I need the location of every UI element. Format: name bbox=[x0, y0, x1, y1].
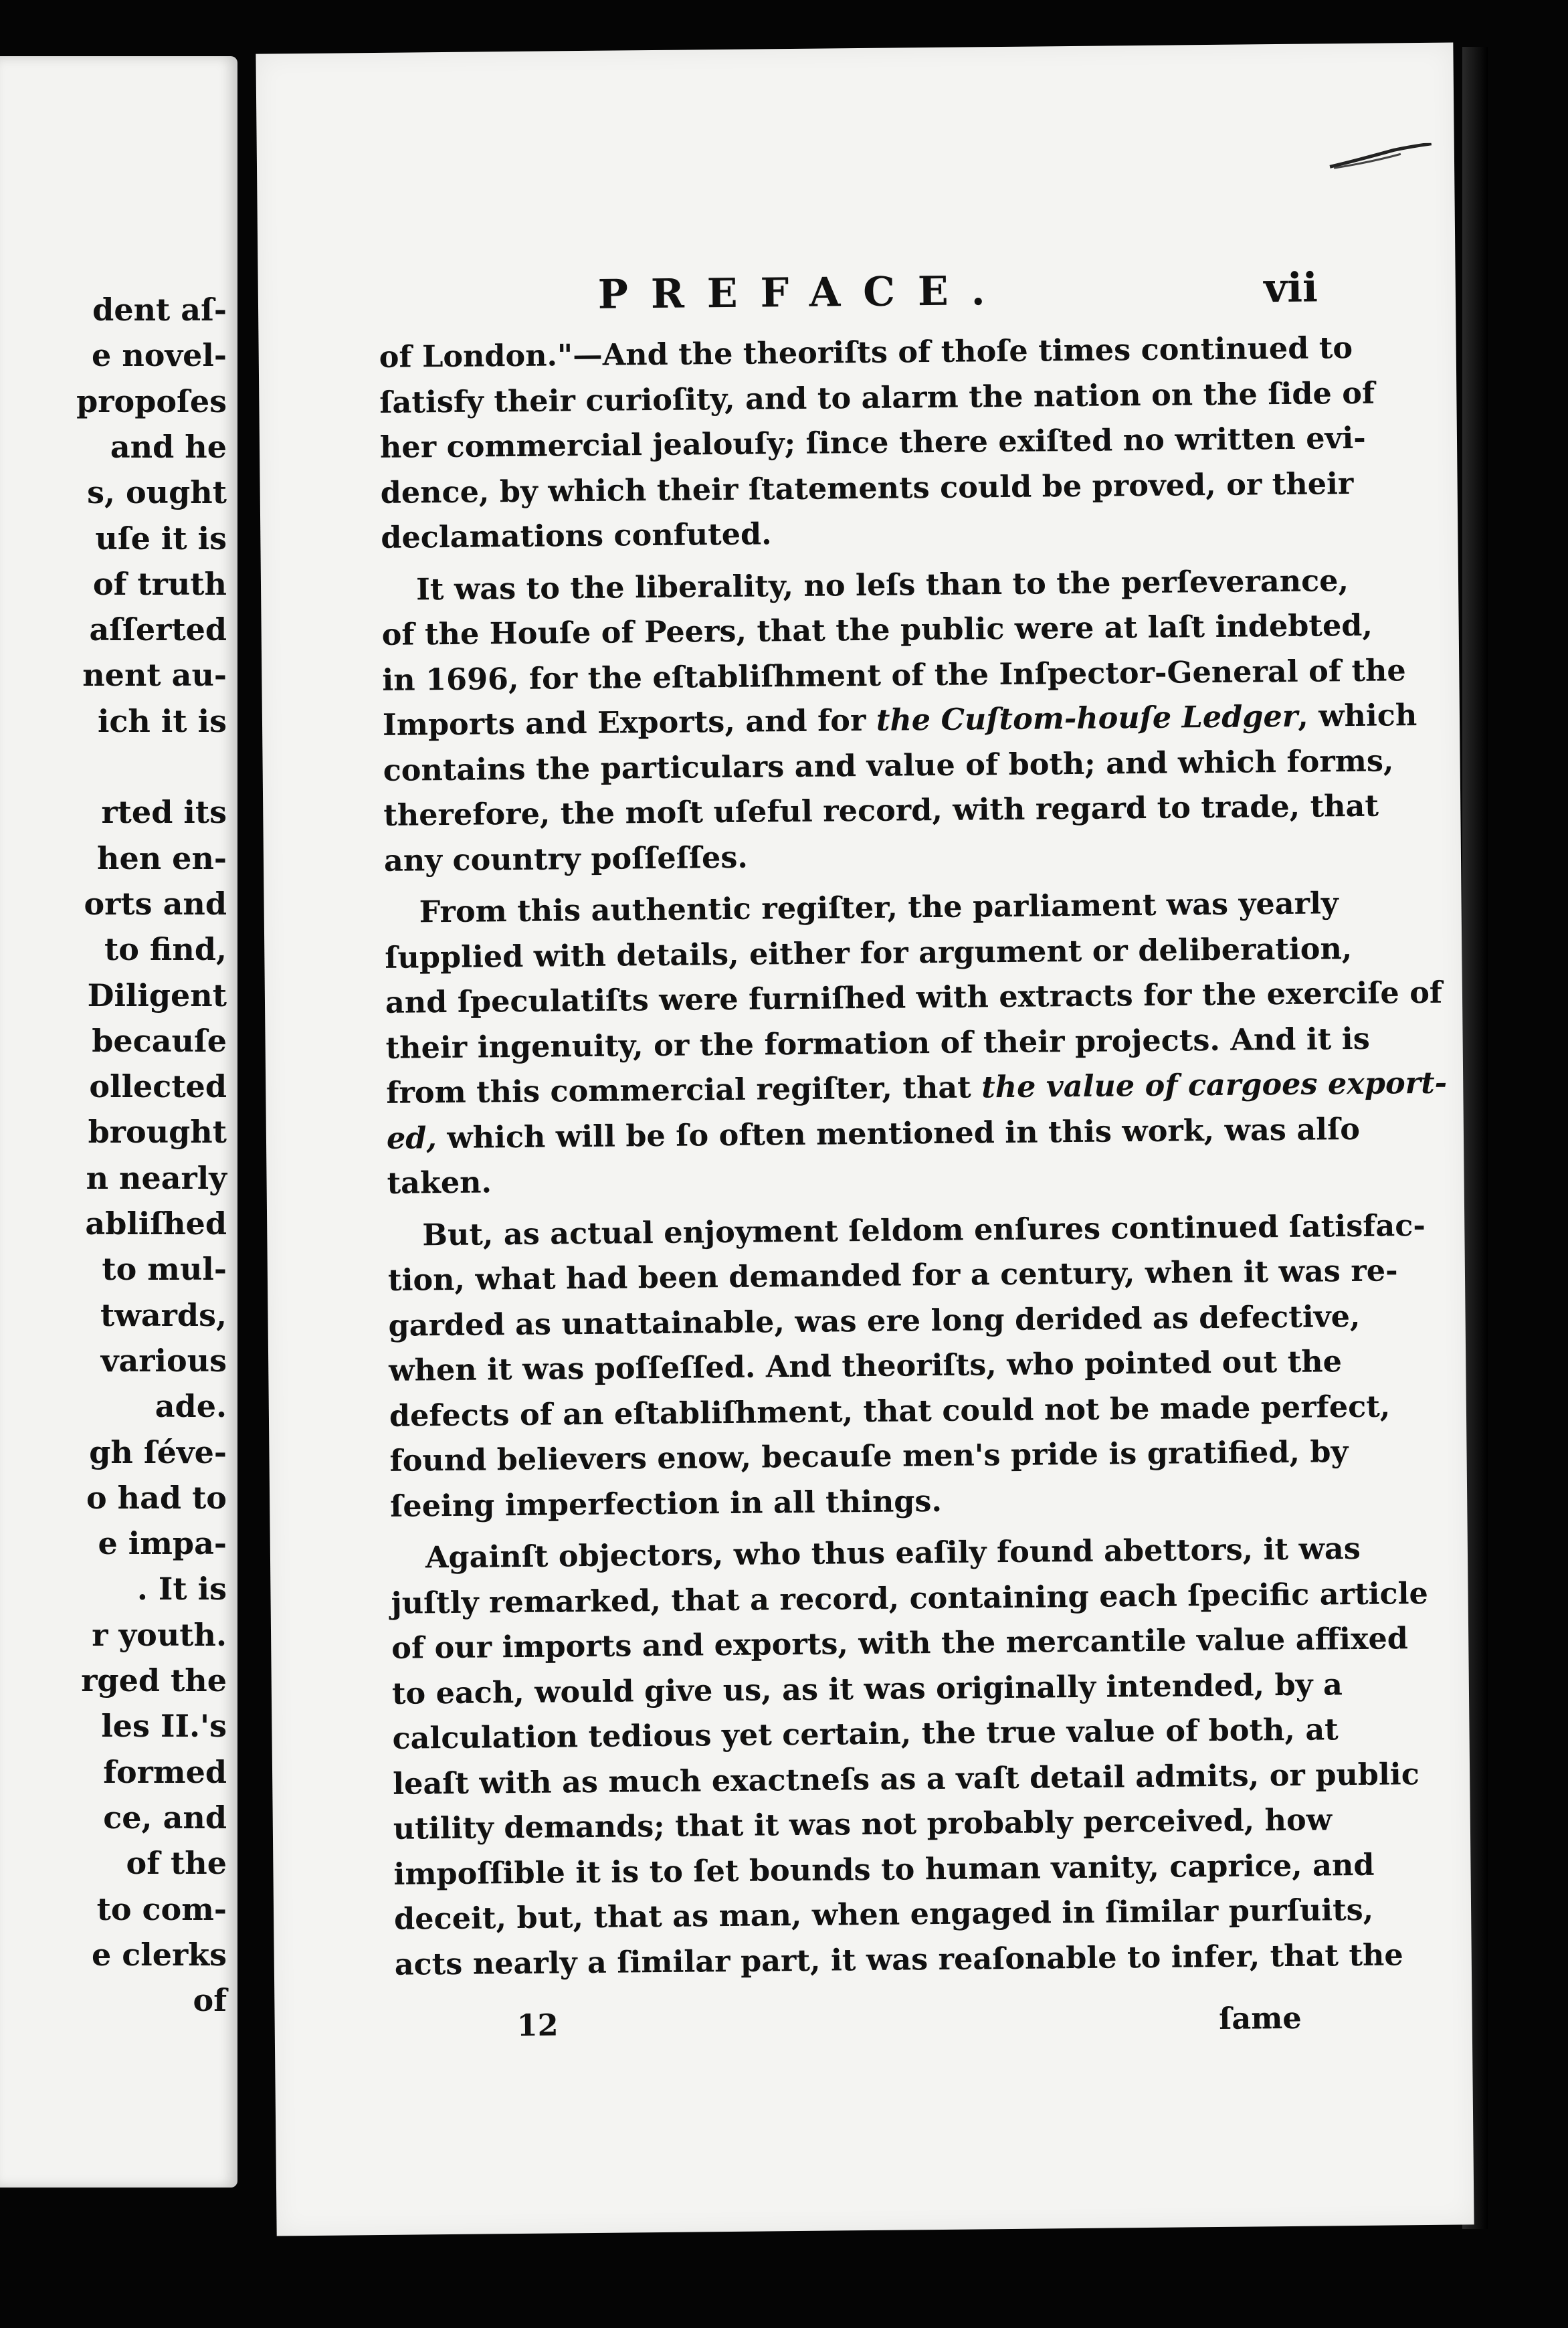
facing-page-line: of bbox=[193, 1982, 227, 2019]
facing-page-line: Diligent bbox=[87, 977, 227, 1013]
text-line: acts nearly a ſimilar part, it was reaſonable to infer, that the bbox=[394, 1937, 1403, 1982]
ink-smudge-mark bbox=[1327, 143, 1434, 171]
text-line: ed, which will be ſo often mentioned in this work, was alſo bbox=[386, 1111, 1361, 1156]
facing-page-line: to find, bbox=[104, 931, 227, 968]
text-line: Imports and Exports, and for the Cuſtom-houſe Ledger, which bbox=[382, 698, 1417, 743]
text-line: their ingenuity, or the formation of their projects. And it is bbox=[385, 1021, 1370, 1066]
facing-page-line: various bbox=[100, 1342, 227, 1379]
text-line: But, as actual enjoyment ſeldom enſures continued ſatisfac- bbox=[422, 1207, 1426, 1252]
italic-phrase: ed, bbox=[386, 1120, 437, 1156]
text-line: calculation tedious yet certain, the true value of both, at bbox=[392, 1712, 1339, 1756]
facing-page-line: r youth. bbox=[92, 1616, 227, 1653]
paragraph bbox=[379, 326, 1375, 561]
facing-page-line: hen en- bbox=[97, 840, 227, 876]
facing-page-line: brought bbox=[88, 1114, 227, 1151]
text-line: taken. bbox=[387, 1165, 492, 1201]
paragraph bbox=[387, 1204, 1426, 1529]
text-line: juſtly remarked, that a record, containing each ſpecific article bbox=[391, 1575, 1429, 1621]
facing-page-line: rted its bbox=[101, 794, 227, 831]
text-line: defects of an eſtabliſhment, that could not be made perfect, bbox=[389, 1388, 1391, 1434]
body-text bbox=[379, 326, 1448, 1987]
facing-page-line: orts and bbox=[84, 885, 227, 922]
text-line: declamations confuted. bbox=[381, 516, 772, 555]
facing-page-line: of the bbox=[126, 1845, 227, 1882]
text-line: impoſſible it is to ſet bounds to human vanity, caprice, and bbox=[393, 1847, 1375, 1892]
facing-page-line: ollected bbox=[89, 1068, 227, 1105]
facing-page-line: uſe it is bbox=[95, 520, 227, 557]
facing-page-line: abliſhed bbox=[85, 1205, 227, 1242]
text-line: and ſpeculatiſts were furniſhed with extracts for the exerciſe of bbox=[385, 975, 1443, 1020]
text-line: any country poſſeſſes. bbox=[383, 840, 749, 878]
facing-page-line: to mul- bbox=[102, 1251, 227, 1288]
text-line: Againſt objectors, who thus eaſily found abettors, it was bbox=[425, 1531, 1361, 1575]
facing-page-line: to com- bbox=[96, 1890, 227, 1927]
facing-page-line: twards, bbox=[100, 1296, 227, 1333]
facing-page-line: gh ſéve- bbox=[89, 1434, 227, 1470]
facing-page-line: les II.'s bbox=[101, 1708, 227, 1745]
text-line: her commercial jealouſy; ſince there exiſted no written evi- bbox=[379, 420, 1367, 465]
catchword: ſame bbox=[1219, 2000, 1302, 2036]
facing-page-line: n nearly bbox=[86, 1159, 227, 1196]
text-line: when it was poſſeſſed. And theoriſts, who pointed out the bbox=[389, 1344, 1343, 1388]
text-line: of our imports and exports, with the mercantile value affixed bbox=[391, 1621, 1409, 1666]
text-line: It was to the liberality, no leſs than to the perſeverance, bbox=[415, 563, 1349, 607]
text-line: of the Houſe of Peers, that the public were at laſt indebted, bbox=[381, 607, 1373, 652]
facing-page-line: aſſerted bbox=[89, 611, 227, 648]
facing-page-line: dent aſ- bbox=[92, 292, 227, 328]
facing-page-line: e novel- bbox=[92, 337, 227, 374]
facing-page-line: e clerks bbox=[91, 1936, 227, 1973]
facing-page-line: and he bbox=[110, 428, 227, 465]
paragraph bbox=[384, 882, 1448, 1206]
facing-page-line: . It is bbox=[136, 1571, 227, 1608]
text-line: found believers enow, becauſe men's pride is gratified, by bbox=[389, 1434, 1349, 1478]
text-line: of London."—And the theoriſts of thoſe times continued to bbox=[379, 330, 1353, 375]
text-line: ſeeing imperfection in all things. bbox=[389, 1483, 943, 1524]
italic-phrase: the Cuſtom-houſe Ledger bbox=[876, 698, 1298, 738]
facing-page-line: nent au- bbox=[82, 657, 227, 694]
facing-page-line: of truth bbox=[92, 565, 227, 602]
facing-page-line: formed bbox=[103, 1753, 227, 1790]
facing-page-fragment bbox=[0, 56, 237, 2188]
text-line: leaſt with as much exactneſs as a vaſt detail admits, or public bbox=[392, 1756, 1420, 1802]
book-page bbox=[256, 42, 1474, 2236]
text-line: ſatisfy their curioſity, and to alarm the nation on the ſide of bbox=[379, 375, 1375, 420]
page-number: vii bbox=[1264, 264, 1318, 312]
text-line: from this commercial regiſter, that the value of cargoes export- bbox=[386, 1065, 1448, 1110]
running-title: PREFACE. bbox=[597, 267, 1008, 318]
facing-page-line: s, ought bbox=[87, 474, 227, 511]
facing-page-line: ich it is bbox=[97, 702, 227, 739]
text-line: to each, would give us, as it was originally intended, by a bbox=[391, 1666, 1343, 1711]
facing-page-line: becauſe bbox=[92, 1022, 227, 1059]
italic-phrase: the value of cargoes export- bbox=[981, 1065, 1448, 1105]
paragraph bbox=[391, 1527, 1429, 1987]
text-line: dence, by which their ſtatements could be proved, or their bbox=[380, 466, 1354, 510]
text-line: From this authentic regiſter, the parliament was yearly bbox=[419, 886, 1339, 930]
text-line: ſupplied with details, either for argument or deliberation, bbox=[385, 931, 1353, 975]
text-line: garded as unattainable, was ere long derided as defective, bbox=[388, 1298, 1361, 1343]
page-footer bbox=[395, 2001, 1302, 2056]
facing-page-line: ce, and bbox=[103, 1799, 227, 1836]
facing-page-line: propoſes bbox=[76, 383, 227, 419]
facing-page-line: rged the bbox=[81, 1662, 227, 1699]
facing-page-line: o had to bbox=[86, 1479, 227, 1516]
facing-page-line: e impa- bbox=[98, 1525, 227, 1562]
text-line: contains the particulars and value of both; and which forms, bbox=[383, 743, 1394, 788]
text-line: deceit, but, that as man, when engaged in ſimilar purſuits, bbox=[393, 1892, 1374, 1937]
page-header bbox=[258, 263, 1456, 328]
signature-mark: 12 bbox=[516, 2008, 559, 2044]
paragraph bbox=[381, 559, 1417, 883]
text-line: therefore, the moſt uſeful record, with regard to trade, that bbox=[383, 788, 1379, 833]
text-line: in 1696, for the eſtabliſhment of the Inſpector-General of the bbox=[382, 652, 1406, 698]
text-line: tion, what had been demanded for a century, when it was re- bbox=[387, 1253, 1398, 1298]
facing-page-line: ade. bbox=[155, 1388, 227, 1425]
text-line: utility demands; that it was not probably perceived, how bbox=[393, 1802, 1333, 1846]
